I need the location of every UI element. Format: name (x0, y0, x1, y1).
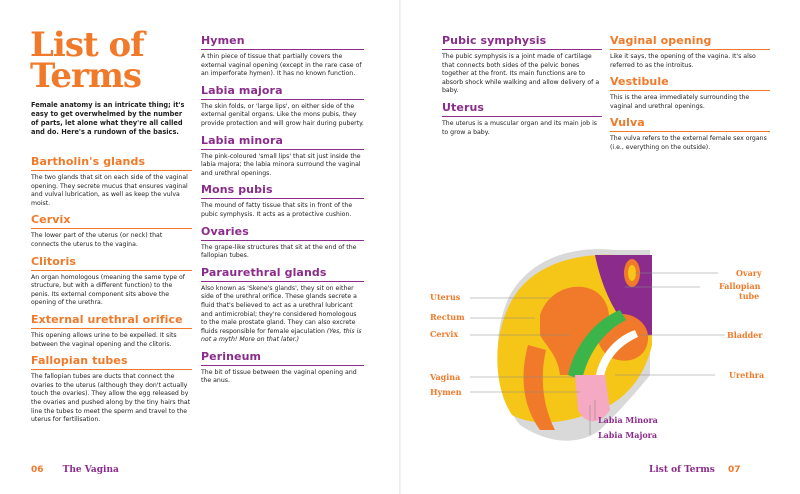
label-bladder: Bladder (727, 330, 763, 340)
term-labia-minora (201, 134, 364, 179)
anatomy-illustration (400, 225, 800, 465)
term-definition: The lower part of the uterus (or neck) that connects the uterus to the vagina. (31, 232, 163, 248)
term-title: Pubic symphysis (442, 34, 602, 50)
label-hymen: Hymen (430, 387, 462, 397)
term-definition: The vulva refers to the external female sex organs (i.e., everything on the outside). (610, 135, 767, 151)
term-vestibule (610, 75, 770, 111)
term-pubic-symphysis (442, 34, 602, 96)
running-title-right: List of Terms (649, 465, 715, 475)
term-labia-majora (201, 84, 364, 129)
term-fallopian-tubes (31, 354, 192, 425)
page-number-left: 06 (31, 465, 44, 475)
term-definition: An organ homologous (meaning the same type of structure, but with a different function) to the penis. Its external component sits above the opening of the urethra. (31, 273, 185, 307)
label-ovary: Ovary (736, 268, 762, 278)
label-tube: tube (739, 291, 760, 301)
term-definition: The two glands that sit on each side of the vaginal opening. They secrete mucus that ensures vaginal and vulval lubrication, as well as keep the vulva moist. (31, 174, 188, 207)
term-title: Labia majora (201, 84, 364, 100)
term-title: External urethral orifice (31, 313, 192, 329)
term-paraurethral-glands (201, 266, 364, 345)
label-rectum: Rectum (430, 312, 465, 322)
term-definition: The fallopian tubes are ducts that connect the ovaries to the uterus (although they don't actually touch the ovaries). They allow the egg released by the ovaries and pushed along by the tiny hairs that line the tubes to meet the sperm and travel to the uterus for fertilisation. (31, 373, 191, 424)
term-title: Perineum (201, 350, 364, 366)
term-definition: This is the area immediately surrounding the vaginal and urethral openings. (610, 94, 750, 110)
term-title: Bartholin's glands (31, 155, 192, 171)
term-cervix (31, 213, 192, 249)
term-title: Vaginal opening (610, 34, 770, 50)
term-definition: The grape-like structures that sit at the end of the fallopian tubes. (201, 243, 357, 260)
term-title: Clitoris (31, 255, 192, 271)
term-perineum (201, 350, 364, 386)
term-definition-aside: (Yes, this is not a myth! More on that later.) (201, 327, 362, 344)
label-labia-minora: Labia Minora (598, 415, 658, 425)
terms-column-3 (442, 34, 602, 142)
terms-column-2 (201, 34, 364, 391)
running-title-left: The Vagina (62, 465, 119, 475)
term-definition: A thin piece of tissue that partially covers the external vaginal opening (except in the rare case of an imperforate hymen). It has no known function. (201, 53, 362, 78)
term-title: Paraurethral glands (201, 266, 364, 282)
term-clitoris (31, 255, 192, 308)
term-title: Vulva (610, 116, 770, 132)
intro-text: Female anatomy is an intricate thing; it's easy to get overwhelmed by the number of parts, let alone what they're all called and do. Here's a rundown of the basics. (31, 101, 185, 136)
page-title: List of Terms (30, 25, 144, 96)
term-definition: This opening allows urine to be expelled. It sits between the vaginal opening and the clitoris. (31, 331, 177, 348)
term-hymen (201, 34, 364, 79)
page-number-right: 07 (727, 465, 741, 475)
term-title: Cervix (31, 213, 192, 229)
term-bartholins-glands (31, 155, 192, 208)
term-definition-text: Also known as 'Skene's glands', they sit on either side of the urethral orifice. These glands secrete a fluid that's believed to act as a urethral lubricant and antimicrobial; they're considered homologous to the male prostate gland. They can also excrete fluids responsible for female ejaculation (201, 284, 357, 335)
terms-column-4 (610, 34, 770, 158)
term-definition: The mound of fatty tissue that sits in front of the pubic symphysis. It acts as a protective cushion. (201, 202, 353, 218)
term-title: Ovaries (201, 225, 364, 241)
term-title: Mons pubis (201, 183, 364, 199)
label-labia-majora: Labia Majora (598, 430, 658, 440)
term-definition: The pubic symphysis is a joint made of cartilage that connects both sides of the pelvic bones together at the front. Its main functions are to absorb shock while walking and allow delivery of a baby. (442, 53, 600, 95)
term-vaginal-opening (610, 34, 770, 70)
anatomy-diagram (400, 225, 800, 465)
ovary-highlight (628, 265, 636, 281)
term-title: Labia minora (201, 134, 364, 150)
term-ovaries (201, 225, 364, 261)
label-vagina: Vagina (430, 372, 461, 382)
label-urethra: Urethra (729, 370, 765, 380)
term-mons-pubis (201, 183, 364, 219)
label-fallopian: Fallopian (719, 281, 761, 291)
footer-left (31, 465, 119, 475)
term-definition: Like it says, the opening of the vagina. It's also referred to as the introitus. (610, 53, 756, 69)
terms-column-1 (31, 155, 192, 430)
label-uterus: Uterus (430, 292, 461, 302)
footer-right (649, 465, 741, 475)
term-title: Fallopian tubes (31, 354, 192, 370)
term-uterus (442, 101, 602, 137)
term-definition: The pink-coloured 'small lips' that sit just inside the labia majora; the labia minora surround the vaginal and urethral openings. (201, 152, 361, 177)
term-definition (201, 285, 364, 345)
label-cervix: Cervix (430, 329, 459, 339)
term-title: Hymen (201, 34, 364, 50)
term-definition: The skin folds, or 'large lips', on either side of the external genital organs. Like the mons pubis, they provide protection and will grow hair during puberty. (201, 102, 364, 127)
term-vulva (610, 116, 770, 152)
term-external-urethral-orifice (31, 313, 192, 349)
term-definition: The bit of tissue between the vaginal opening and the anus. (201, 368, 357, 385)
term-title: Uterus (442, 101, 602, 117)
term-definition: The uterus is a muscular organ and its main job is to grow a baby. (442, 119, 598, 136)
term-title: Vestibule (610, 75, 770, 91)
